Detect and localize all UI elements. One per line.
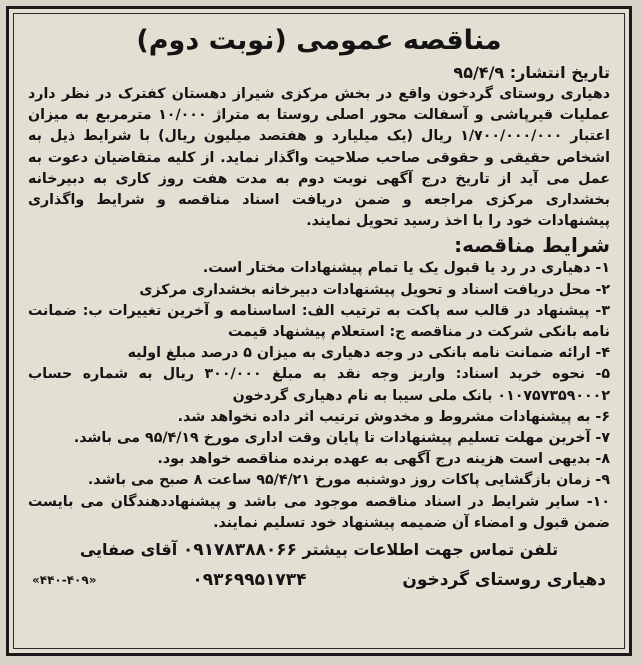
condition-item: ۸- بدیهی است هزینه درج آگهی به عهده برنده مناقصه خواهد بود. (157, 451, 610, 468)
condition-item: ۲- محل دریافت اسناد و تحویل پیشنهادات دبیرخانه بخشداری مرکزی (139, 281, 610, 298)
contact-line (28, 538, 610, 562)
notice-inner-border (13, 13, 625, 649)
condition-item: ۳- پیشنهاد در قالب سه پاکت به ترتیب الف: اساسنامه و آخرین تغییرات ب: ضمانت نامه بانکی شرکت در مناقصه ج: استعلام پیشنهاد قیمت (28, 302, 610, 341)
condition-item: ۱- دهیاری در رد یا قبول یک یا تمام پیشنهادات مختار است. (202, 260, 610, 277)
contact-person: آقای صفایی (79, 540, 178, 560)
condition-item: ۹- زمان بازگشایی پاکات روز دوشنبه مورخ ۹۵/۴/۲۱ ساعت ۸ صبح می باشد. (87, 472, 610, 489)
intro-paragraph: دهیاری روستای گردخون واقع در بخش مرکزی شیراز دهستان کفترک در نظر دارد عملیات قیرپاشی و آسفالت محور اصلی روستا به متراژ ۱۰/۰۰۰ مترمربع به میزان اعتبار ۱/۷۰۰/۰۰۰/۰۰۰ ریال (یک میلیارد و هفتصد میلیون ریال) با شرایط ذیل به اشخاص حقیقی و حقوقی صاحب صلاحیت واگذار نماید. از کلیه متقاضیان دعوت به عمل می آید از تاریخ درج آگهی نوبت دوم به مدت هفت روز کاری به دبیرخانه بخشداری مرکزی مراجعه و ضمن دریافت اسناد مناقصه و شرایط واگذاری پیشنهادات خود را با اخذ رسید تحویل نمایند. (28, 86, 610, 230)
ad-code: «۴۴۰-۴۰۹» (32, 573, 97, 588)
publish-date: تاریخ انتشار: ۹۵/۴/۹ (453, 63, 610, 82)
condition-item: ۴- ارائه ضمانت نامه بانکی در وجه دهیاری به میزان ۵ درصد مبلغ اولیه (127, 345, 610, 362)
contact-phone-1: ۰۹۱۷۸۳۸۸۰۶۶ (182, 540, 297, 561)
condition-item: ۷- آخرین مهلت تسلیم پیشنهادات تا پایان وقت اداری مورخ ۹۵/۴/۱۹ می باشد. (73, 430, 610, 447)
condition-item: ۵- نحوه خرید اسناد: واریز وجه نقد به مبلغ ۳۰۰/۰۰۰ ریال به شماره حساب ۰۱۰۷۵۷۳۵۹۰۰۰۲ بانک ملی سیبا به نام دهیاری گردخون (28, 366, 611, 404)
condition-item: ۶- به پیشنهادات مشروط و مخدوش ترتیب اثر داده نخواهد شد. (177, 408, 610, 425)
notice-content (14, 14, 624, 591)
notice-title: مناقصه عمومی (نوبت دوم) (136, 25, 502, 56)
contact-phone-2: ۰۹۳۶۹۹۵۱۷۳۴ (192, 570, 307, 591)
contact-label: تلفن تماس جهت اطلاعات بیشتر (302, 540, 559, 560)
footer-row (28, 570, 610, 591)
conditions-list (28, 258, 610, 534)
conditions-heading: شرایط مناقصه: (454, 233, 610, 258)
notice-frame (6, 6, 632, 656)
condition-item: ۱۰- سایر شرایط در اسناد مناقصه موجود می باشد و پیشنهاددهندگان می بایست ضمن قبول و امضاء آن ضمیمه پیشنهاد خود تسلیم نمایند. (28, 493, 610, 531)
organization-name: دهیاری روستای گردخون (402, 570, 606, 591)
